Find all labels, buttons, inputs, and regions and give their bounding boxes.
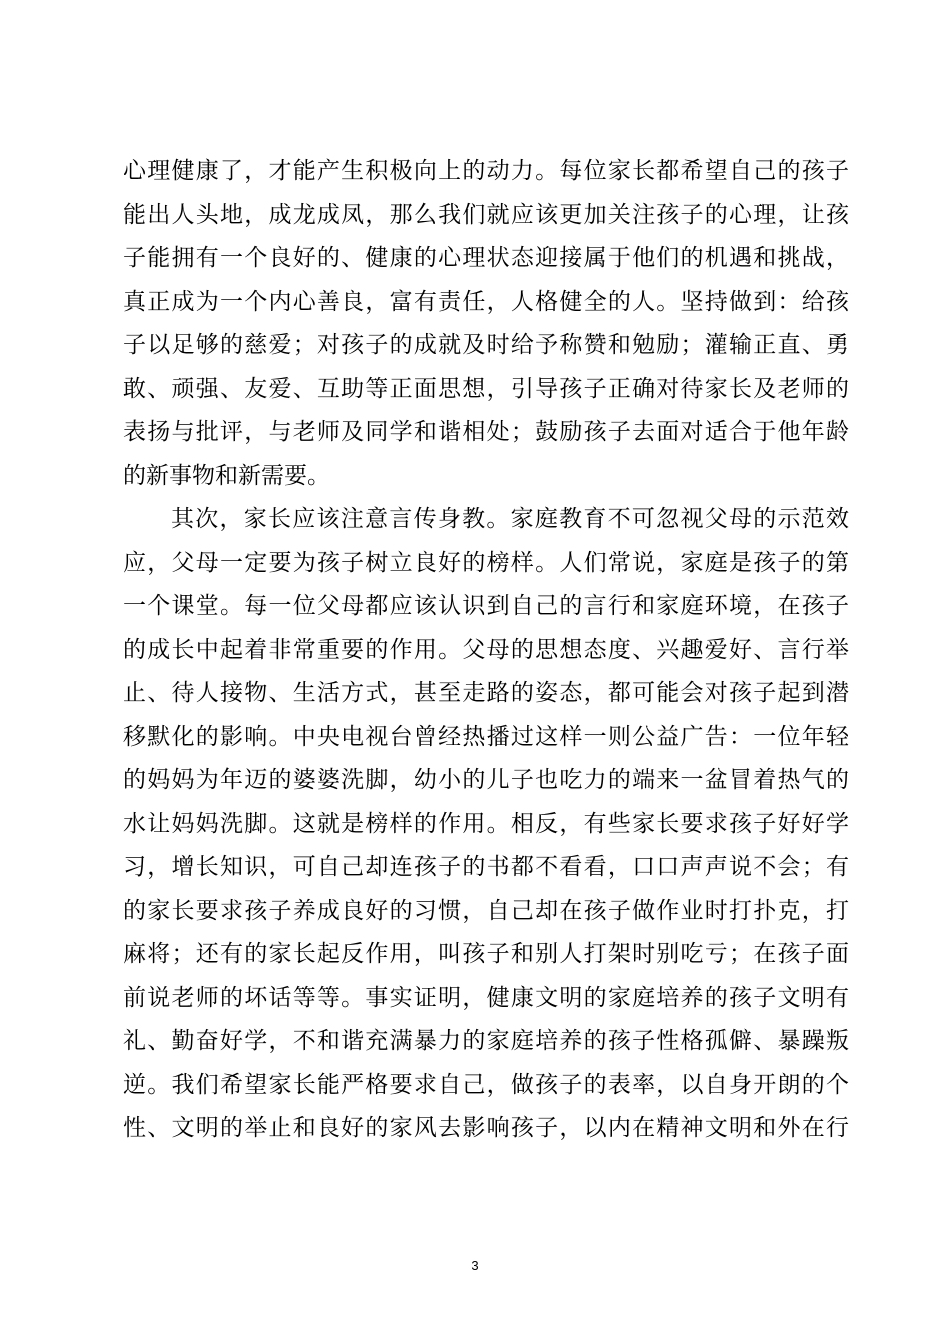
text-line: 真正成为一个内心善良，富有责任，人格健全的人。坚持做到：给孩 [123, 288, 849, 315]
text-line: 逆。我们希望家长能严格要求自己，做孩子的表率，以自身开朗的个 [123, 1071, 849, 1098]
page-number: 3 [471, 1258, 479, 1273]
text-line: 前说老师的坏话等等。事实证明，健康文明的家庭培养的孩子文明有 [123, 984, 849, 1011]
text-line: 的成长中起着非常重要的作用。父母的思想态度、兴趣爱好、言行举 [123, 636, 849, 663]
text-line: 的新事物和新需要。 [123, 462, 330, 489]
text-line: 移默化的影响。中央电视台曾经热播过这样一则公益广告：一位年轻 [123, 723, 849, 750]
text-line: 敢、顽强、友爱、互助等正面思想，引导孩子正确对待家长及老师的 [123, 375, 849, 402]
text-line: 水让妈妈洗脚。这就是榜样的作用。相反，有些家长要求孩子好好学 [123, 810, 849, 837]
text-line: 的妈妈为年迈的婆婆洗脚，幼小的儿子也吃力的端来一盆冒着热气的 [123, 767, 849, 793]
text-line: 心理健康了，才能产生积极向上的动力。每位家长都希望自己的孩子 [123, 158, 849, 184]
text-line: 性、文明的举止和良好的家风去影响孩子，以内在精神文明和外在行 [123, 1115, 849, 1141]
text-line: 一个课堂。每一位父母都应该认识到自己的言行和家庭环境，在孩子 [123, 593, 849, 619]
text-line: 子以足够的慈爱；对孩子的成就及时给予称赞和勉励；灌输正直、勇 [123, 332, 849, 358]
text-line: 表扬与批评，与老师及同学和谐相处；鼓励孩子去面对适合于他年龄 [123, 419, 849, 445]
text-line: 的家长要求孩子养成良好的习惯，自己却在孩子做作业时打扑克，打 [123, 897, 849, 924]
text-line: 子能拥有一个良好的、健康的心理状态迎接属于他们的机遇和挑战， [123, 245, 849, 271]
text-line: 其次，家长应该注意言传身教。家庭教育不可忽视父母的示范效 [171, 506, 849, 532]
text-line: 麻将；还有的家长起反作用，叫孩子和别人打架时别吃亏；在孩子面 [123, 941, 849, 967]
text-line: 礼、勤奋好学，不和谐充满暴力的家庭培养的孩子性格孤僻、暴躁叛 [123, 1028, 849, 1054]
text-line: 止、待人接物、生活方式，甚至走路的姿态，都可能会对孩子起到潜 [123, 680, 849, 706]
text-line: 能出人头地，成龙成凤，那么我们就应该更加关注孩子的心理，让孩 [123, 201, 849, 228]
text-line: 习，增长知识，可自己却连孩子的书都不看看，口口声声说不会；有 [123, 854, 849, 880]
text-line: 应，父母一定要为孩子树立良好的榜样。人们常说，家庭是孩子的第 [123, 549, 849, 576]
body-text [123, 150, 849, 1151]
